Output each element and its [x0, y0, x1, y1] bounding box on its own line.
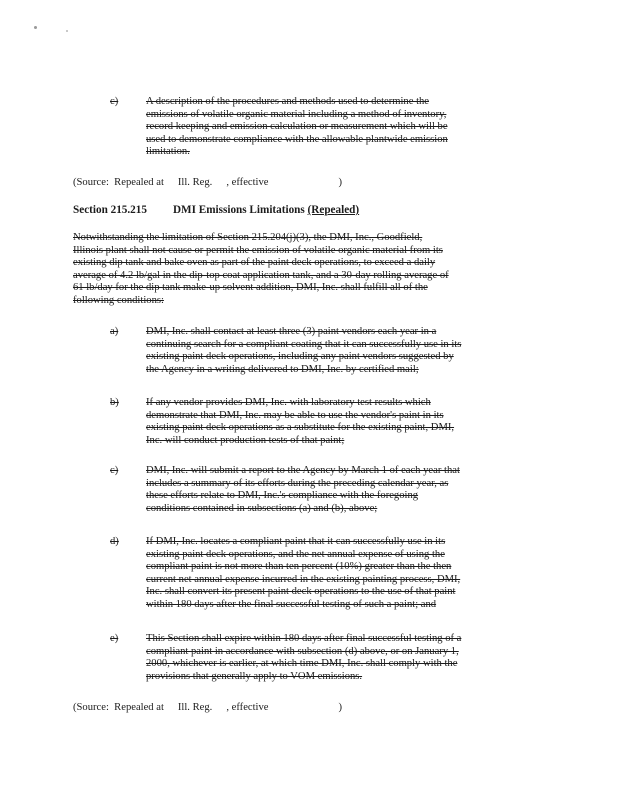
- scan-speck: [66, 30, 68, 32]
- section-title: DMI Emissions Limitations: [172, 204, 305, 216]
- condition-a: DMI, Inc. shall contact at least three (3) paint vendors each year in a continuing search for a compliant coating that it can successfully use in its existing paint deck operations, including any paint vendors suggested by the Agency in a writing delivered to DMI, Inc. by certified mail;: [146, 326, 462, 375]
- section-heading: [73, 204, 359, 217]
- repealed-paragraph: A description of the procedures and methods used to determine the emissions of volatile organic material including a method of inventory, record keeping and emission calculation or measurement which will be used to demonstrate compliance with the allowable plantwide emission limitation.: [146, 96, 448, 158]
- section-status: (Repealed): [307, 204, 360, 216]
- condition-d: If DMI, Inc. locates a compliant paint that it can successfully use in its existing paint deck operations, and the net annual expense of using the compliant paint is not more than ten percent (10%) greater than the then current net annual expense incurred in the existing painting process, DMI, Inc. shall convert its present paint deck operations to the use of that paint within 180 days after the final successful testing of such a paint; and: [146, 536, 461, 610]
- condition-label: e): [110, 633, 119, 644]
- condition-label: c): [110, 465, 119, 476]
- source-note: (Source: Repealed at Ill. Reg. , effective ): [73, 177, 343, 188]
- source-note: (Source: Repealed at Ill. Reg. , effective ): [73, 702, 343, 713]
- section-number: Section 215.215: [73, 204, 147, 216]
- item-label: c): [110, 96, 119, 107]
- intro-paragraph: Notwithstanding the limitation of Section 215.204(j)(3), the DMI, Inc., Goodfield, Illinois plant shall not cause or permit the emission of volatile organic material from its existing dip tank and bake oven as part of the paint deck operations, to exceed a daily average of 4.2 lb/gal in the dip-top coat application tank, and a 30-day rolling average of 61 lb/day for the dip tank make-up solvent addition, DMI, Inc. shall fulfill all of the following conditions:: [73, 232, 449, 306]
- condition-e: This Section shall expire within 180 days after final successful testing of a compliant paint in accordance with subsection (d) above, or on January 1, 2000, whichever is earlier, at which time DMI, Inc. shall comply with the provisions that generally apply to VOM emissions.: [146, 633, 462, 682]
- condition-c: DMI, Inc. will submit a report to the Agency by March 1 of each year that includes a summary of its efforts during the preceding calendar year, as these efforts relate to DMI, Inc.'s compliance with the foregoing conditions contained in subsections (a) and (b), above;: [146, 465, 460, 514]
- condition-label: a): [110, 326, 119, 337]
- condition-b: If any vendor provides DMI, Inc. with laboratory test results which demonstrate that DMI, Inc. may be able to use the vendor's paint in its existing paint deck operations as a substitute for the existing paint, DMI, Inc. will conduct production tests of that paint;: [146, 397, 455, 446]
- condition-label: b): [110, 397, 119, 408]
- condition-label: d): [110, 536, 119, 547]
- scan-speck: [34, 26, 37, 29]
